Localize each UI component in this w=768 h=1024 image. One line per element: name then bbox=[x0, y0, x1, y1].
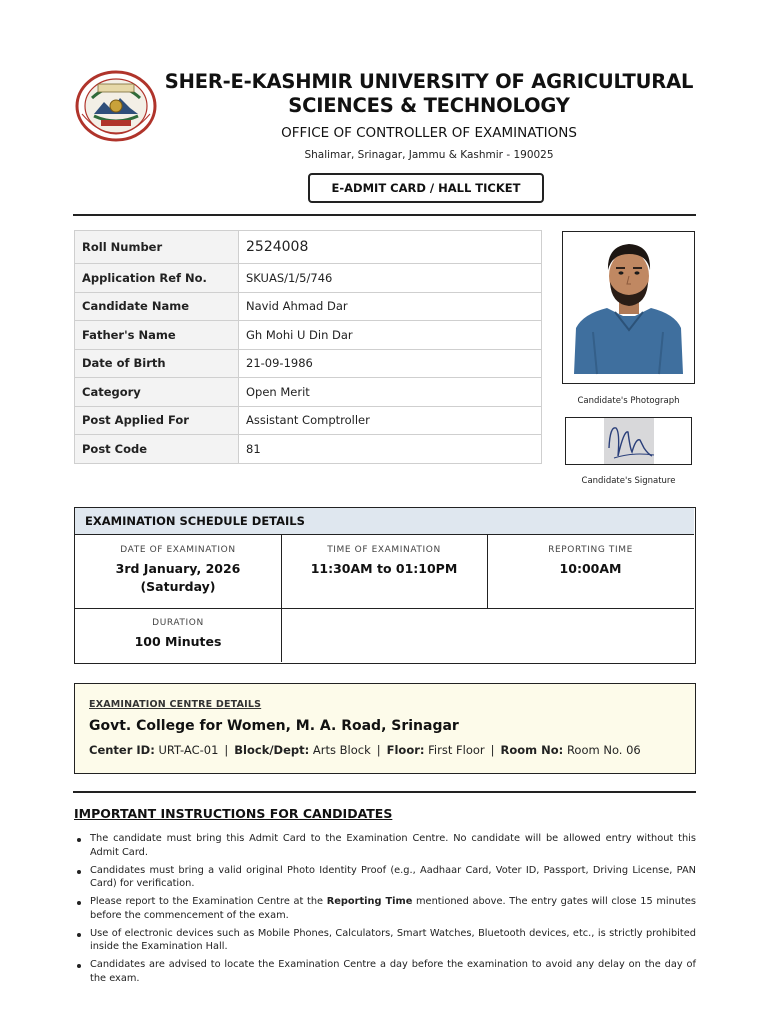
separator: | bbox=[490, 743, 495, 757]
exam-date-line2: (Saturday) bbox=[140, 579, 216, 594]
exam-time-value: 11:30AM to 01:10PM bbox=[310, 561, 458, 576]
category-value: Open Merit bbox=[239, 378, 542, 407]
roll-number-label: Roll Number bbox=[75, 231, 239, 264]
centre-heading: EXAMINATION CENTRE DETAILS bbox=[89, 699, 262, 710]
table-row bbox=[75, 435, 542, 464]
candidate-details-table bbox=[74, 230, 542, 464]
application-ref-label: Application Ref No. bbox=[75, 264, 239, 293]
list-item: Use of electronic devices such as Mobile Phones, Calculators, Smart Watches, Bluetooth devices, etc., is strictly prohibited inside the Examination Hall. bbox=[74, 927, 696, 954]
section-divider bbox=[73, 791, 696, 793]
examination-schedule bbox=[74, 507, 696, 664]
post-applied-label: Post Applied For bbox=[75, 406, 239, 435]
candidate-signature-box bbox=[565, 417, 692, 465]
list-item bbox=[74, 895, 696, 922]
candidate-signature-image bbox=[566, 418, 691, 464]
list-item: The candidate must bring this Admit Card to the Examination Centre. No candidate will be allowed entry without this Admit Card. bbox=[74, 832, 696, 859]
table-row bbox=[75, 231, 542, 264]
reporting-time-label: REPORTING TIME bbox=[548, 545, 633, 555]
schedule-heading: EXAMINATION SCHEDULE DETAILS bbox=[75, 508, 694, 535]
exam-date-cell bbox=[75, 545, 281, 596]
candidate-name-value: Navid Ahmad Dar bbox=[239, 292, 542, 321]
list-item: Candidates must bring a valid original Photo Identity Proof (e.g., Aadhaar Card, Voter ID, Passport, Driving License, PAN Card) for verification. bbox=[74, 864, 696, 891]
center-id-value: URT-AC-01 bbox=[158, 743, 219, 757]
floor-value: First Floor bbox=[428, 743, 485, 757]
photo-caption: Candidate's Photograph bbox=[577, 396, 680, 406]
table-row bbox=[75, 378, 542, 407]
instruction-emphasis: Reporting Time bbox=[326, 896, 413, 907]
examination-centre-box bbox=[74, 683, 696, 774]
exam-date-label: DATE OF EXAMINATION bbox=[120, 545, 236, 555]
list-item: Candidates are advised to locate the Examination Centre a day before the examination to avoid any delay on the day of the exam. bbox=[74, 958, 696, 985]
duration-label: DURATION bbox=[152, 618, 204, 628]
table-row bbox=[75, 321, 542, 350]
instructions-title: IMPORTANT INSTRUCTIONS FOR CANDIDATES bbox=[74, 806, 393, 821]
reporting-time-cell bbox=[487, 545, 694, 578]
exam-date-line1: 3rd January, 2026 bbox=[115, 561, 241, 576]
room-label: Room No: bbox=[500, 743, 564, 757]
center-id-label: Center ID: bbox=[89, 743, 155, 757]
university-name bbox=[164, 70, 694, 118]
post-code-label: Post Code bbox=[75, 435, 239, 464]
duration-cell bbox=[75, 618, 281, 651]
instruction-text: Please report to the Examination Centre at the bbox=[90, 896, 327, 907]
university-seal-logo bbox=[74, 68, 158, 144]
roll-number-value: 2524008 bbox=[239, 231, 542, 264]
table-row bbox=[75, 292, 542, 321]
category-label: Category bbox=[75, 378, 239, 407]
post-code-value: 81 bbox=[239, 435, 542, 464]
candidate-photo-image bbox=[563, 232, 694, 383]
instruction-text: mentioned above. The entry gates will close 15 minutes before the commencement of the exam. bbox=[90, 896, 696, 921]
centre-meta bbox=[89, 743, 641, 757]
document-header bbox=[74, 68, 696, 208]
university-address: Shalimar, Srinagar, Jammu & Kashmir - 190025 bbox=[304, 149, 554, 161]
application-ref-value: SKUAS/1/5/746 bbox=[239, 264, 542, 293]
father-name-value: Gh Mohi U Din Dar bbox=[239, 321, 542, 350]
university-name-line2: SCIENCES & TECHNOLOGY bbox=[288, 94, 570, 117]
exam-time-label: TIME OF EXAMINATION bbox=[327, 545, 441, 555]
schedule-row-divider bbox=[75, 608, 694, 609]
table-row bbox=[75, 349, 542, 378]
office-title: OFFICE OF CONTROLLER OF EXAMINATIONS bbox=[281, 125, 577, 141]
block-label: Block/Dept: bbox=[234, 743, 310, 757]
room-value: Room No. 06 bbox=[566, 743, 641, 757]
separator: | bbox=[224, 743, 229, 757]
university-name-line1: SHER-E-KASHMIR UNIVERSITY OF AGRICULTURAL bbox=[164, 70, 694, 93]
exam-time-cell bbox=[281, 545, 487, 578]
table-row bbox=[75, 264, 542, 293]
admit-card-title: E-ADMIT CARD / HALL TICKET bbox=[308, 173, 544, 203]
reporting-time-value: 10:00AM bbox=[559, 561, 622, 576]
floor-label: Floor: bbox=[386, 743, 425, 757]
centre-name: Govt. College for Women, M. A. Road, Srinagar bbox=[89, 718, 459, 734]
signature-caption: Candidate's Signature bbox=[581, 476, 676, 486]
block-value: Arts Block bbox=[312, 743, 371, 757]
father-name-label: Father's Name bbox=[75, 321, 239, 350]
date-of-birth-label: Date of Birth bbox=[75, 349, 239, 378]
post-applied-value: Assistant Comptroller bbox=[239, 406, 542, 435]
candidate-name-label: Candidate Name bbox=[75, 292, 239, 321]
header-divider bbox=[73, 214, 696, 216]
separator: | bbox=[376, 743, 381, 757]
exam-date-value bbox=[75, 560, 281, 596]
candidate-photograph bbox=[562, 231, 695, 384]
table-row bbox=[75, 406, 542, 435]
date-of-birth-value: 21-09-1986 bbox=[239, 349, 542, 378]
duration-value: 100 Minutes bbox=[134, 634, 222, 649]
instructions-list bbox=[74, 832, 696, 990]
